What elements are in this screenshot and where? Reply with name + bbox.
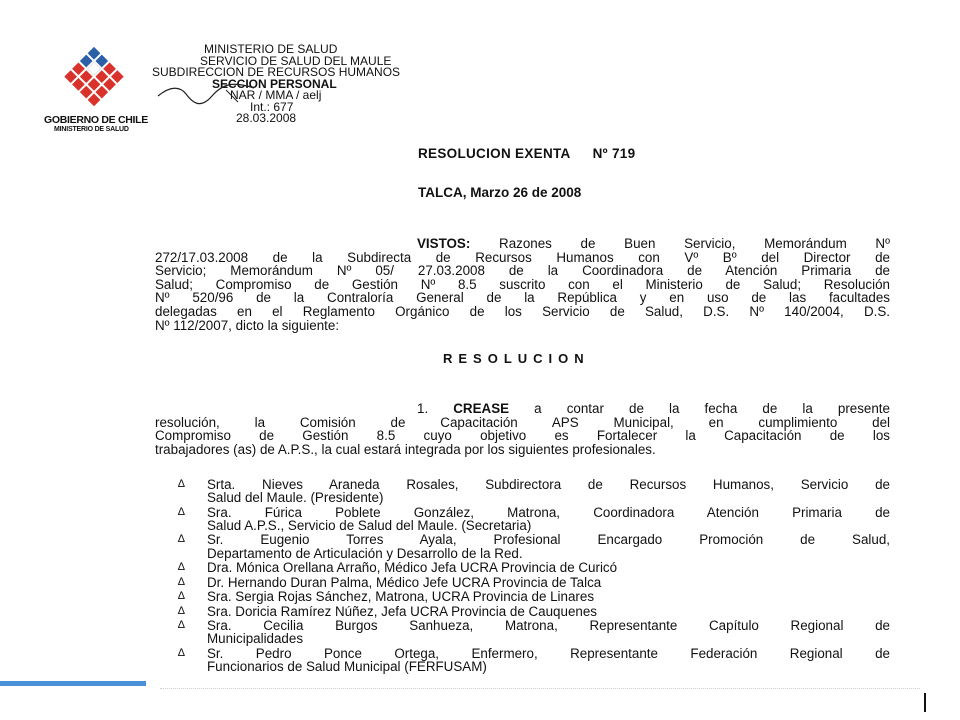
page-edge-marker [924, 693, 926, 712]
member-line: Sr. Eugenio Torres Ayala, Profesional Encargado Promoción de Salud, [207, 532, 890, 548]
commission-members-list [178, 478, 890, 675]
member-line: Sra. Fúrica Poblete González, Matrona, Coordinadora Atención Primaria de [207, 504, 890, 520]
vistos-line: 272/17.03.2008 de la Subdirecta de Recursos Humanos con Vº Bº del Director de [155, 249, 890, 265]
crease-number: 1. [417, 401, 429, 416]
list-item [178, 533, 890, 559]
crease-line: trabajadores (as) de A.P.S., la cual estará integrada por los siguientes profesionales. [155, 441, 656, 457]
triangle-bullet-icon: ∆ [178, 590, 185, 603]
triangle-bullet-icon: ∆ [178, 533, 185, 546]
member-line: Dra. Mónica Orellana Arraño, Médico Jefa UCRA Provincia de Curicó [207, 560, 618, 576]
vistos-line: Nº 520/96 de la Contraloría General de la República y en uso de las facultades [155, 290, 890, 306]
vistos-line: Salud; Compromiso de Gestión Nº 8.5 suscrito con el Ministerio de Salud; Resolución [155, 276, 890, 292]
logo-emblem-icon [58, 44, 130, 112]
list-item [178, 576, 890, 589]
footer-divider [160, 688, 920, 690]
triangle-bullet-icon: ∆ [178, 478, 185, 490]
logo-subtitle: MINISTERIO DE SALUD [54, 126, 129, 133]
list-item [178, 561, 890, 574]
logo-title: GOBIERNO DE CHILE [44, 114, 148, 126]
member-line: Sra. Cecilia Burgos Sanhueza, Matrona, Representante Capítulo Regional de [207, 618, 890, 634]
crease-keyword: CREASE [453, 401, 510, 416]
header-ministry: MINISTERIO DE SALUD [204, 42, 338, 56]
header-section: SECCION PERSONAL [212, 76, 337, 91]
accent-bar [0, 681, 146, 686]
header-date: 28.03.2008 [236, 111, 297, 125]
triangle-bullet-icon: ∆ [178, 619, 185, 632]
gobierno-de-chile-logo [44, 44, 154, 133]
resolution-title [418, 146, 635, 161]
list-item [178, 506, 890, 532]
list-item [178, 478, 890, 504]
list-item [178, 647, 890, 673]
member-line: Salud del Maule. (Presidente) [207, 490, 384, 506]
resolution-title-text: RESOLUCION EXENTA [418, 146, 571, 161]
crease-line: resolución, la Comisión de Capacitación APS Municipal, en cumplimiento del [155, 414, 890, 430]
member-line: Srta. Nieves Araneda Rosales, Subdirectora de Recursos Humanos, Servicio de [207, 477, 890, 492]
member-line: Departamento de Articulación y Desarrollo de la Red. [207, 545, 523, 561]
header-initials: NAR / MMA / aelj [230, 88, 322, 102]
crease-line: Compromiso de Gestión 8.5 cuyo objetivo es Fortalecer la Capacitación de los [155, 428, 890, 444]
list-item [178, 590, 890, 603]
member-line: Salud A.P.S., Servicio de Salud del Maule. (Secretaria) [207, 517, 532, 533]
member-line: Municipalidades [207, 631, 304, 647]
place-and-date: TALCA, Marzo 26 de 2008 [418, 185, 582, 200]
triangle-bullet-icon: ∆ [178, 561, 185, 574]
member-line: Funcionarios de Salud Municipal (FERFUSAM) [207, 659, 487, 675]
triangle-bullet-icon: ∆ [178, 575, 185, 588]
crease-line: a contar de la fecha de la presente [509, 401, 890, 416]
member-line: Sra. Sergia Rojas Sánchez, Matrona, UCRA Provincia de Linares [207, 589, 595, 605]
vistos-paragraph [155, 237, 890, 332]
member-line: Dr. Hernando Duran Palma, Médico Jefe UCRA Provincia de Talca [207, 574, 602, 590]
handwritten-signature-icon [156, 82, 266, 112]
vistos-line: delegadas en el Reglamento Orgánico de los Servicio de Salud, D.S. Nº 140/2004, D.S. [155, 303, 890, 319]
list-item [178, 605, 890, 618]
header-service: SERVICIO DE SALUD DEL MAULE [200, 53, 392, 68]
triangle-bullet-icon: ∆ [178, 646, 185, 659]
header-subdirection: SUBDIRECCION DE RECURSOS HUMANOS [152, 65, 401, 79]
vistos-label: VISTOS: [417, 236, 471, 251]
triangle-bullet-icon: ∆ [178, 505, 185, 518]
vistos-line: Razones de Buen Servicio, Memorándum Nº [470, 236, 890, 251]
resolution-number: Nº 719 [592, 146, 636, 161]
triangle-bullet-icon: ∆ [178, 604, 185, 617]
list-item [178, 619, 890, 645]
member-line: Sra. Doricia Ramírez Núñez, Jefa UCRA Provincia de Cauquenes [207, 603, 597, 619]
crease-paragraph [155, 402, 890, 456]
member-line: Sr. Pedro Ponce Ortega, Enfermero, Representante Federación Regional de [207, 645, 890, 661]
vistos-line: Nº 112/2007, dicto la siguiente: [155, 317, 340, 333]
header-internal-number: Int.: 677 [250, 99, 294, 114]
vistos-line: Servicio; Memorándum Nº 05/ 27.03.2008 de la Coordinadora de Atención Primaria de [155, 263, 890, 279]
resolucion-heading: RESOLUCION [443, 351, 590, 366]
